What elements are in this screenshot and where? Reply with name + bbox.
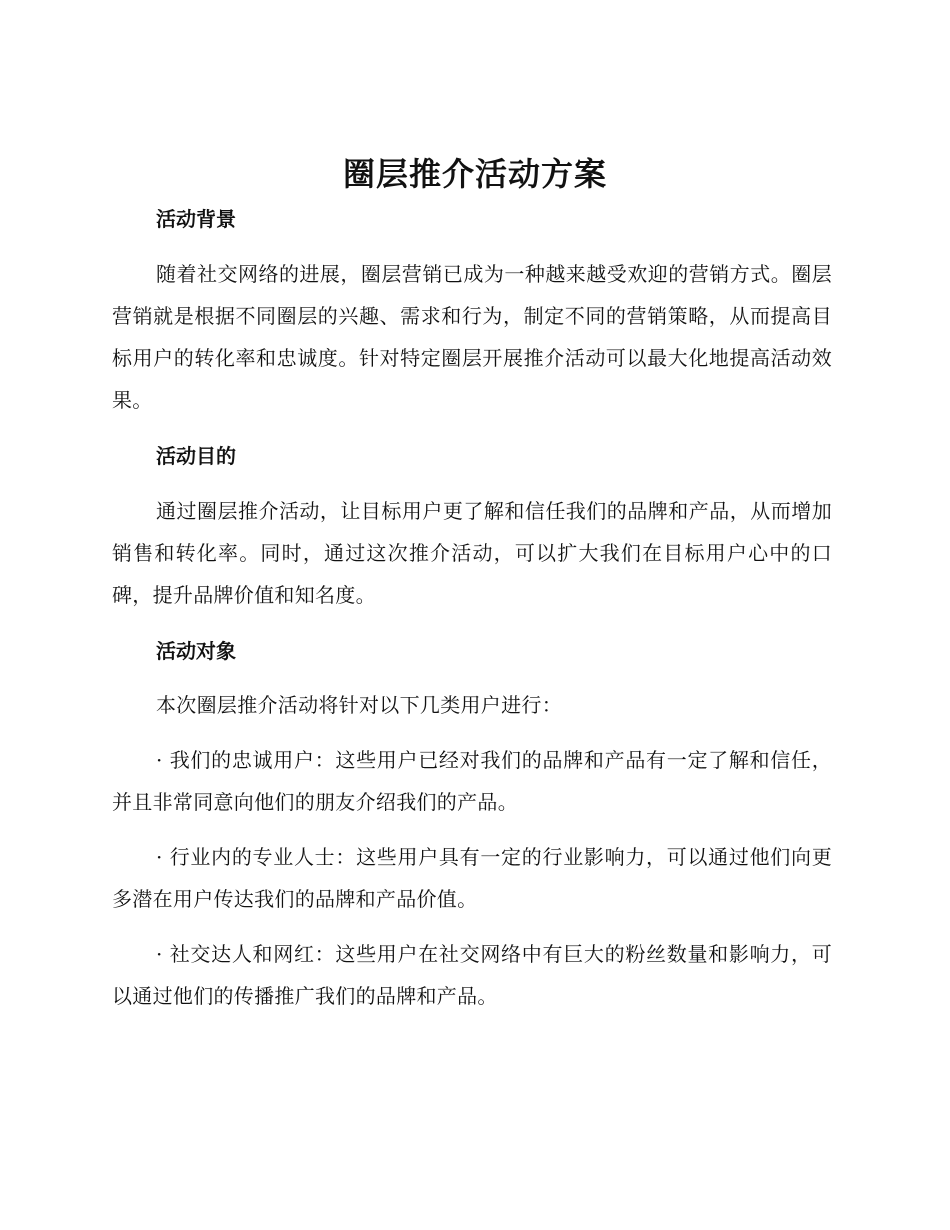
background-paragraph: 随着社交网络的进展，圈层营销已成为一种越来越受欢迎的营销方式。圈层营销就是根据不同圈层的兴趣、需求和行为，制定不同的营销策略，从而提高目标用户的转化率和忠诚度。针对特定圈层开展推介活动可以最大化地提高活动效果。 [112, 262, 832, 412]
document-title: 圈层推介活动方案 [342, 155, 607, 193]
audience-item-professionals: · 行业内的专业人士：这些用户具有一定的行业影响力，可以通过他们向更多潜在用户传达我们的品牌和产品价值。 [112, 845, 832, 911]
audience-item-influencers: · 社交达人和网红：这些用户在社交网络中有巨大的粉丝数量和影响力，可以通过他们的传播推广我们的品牌和产品。 [112, 942, 832, 1008]
section-heading-purpose: 活动目的 [156, 444, 236, 468]
section-heading-background: 活动背景 [156, 207, 236, 231]
purpose-paragraph: 通过圈层推介活动，让目标用户更了解和信任我们的品牌和产品，从而增加销售和转化率。同时，通过这次推介活动，可以扩大我们在目标用户心中的口碑，提升品牌价值和知名度。 [112, 499, 832, 607]
section-heading-audience: 活动对象 [156, 639, 236, 663]
audience-item-loyal-users: · 我们的忠诚用户：这些用户已经对我们的品牌和产品有一定了解和信任，并且非常同意向他们的朋友介绍我们的产品。 [112, 748, 832, 814]
audience-intro-paragraph: 本次圈层推介活动将针对以下几类用户进行： [156, 693, 562, 717]
